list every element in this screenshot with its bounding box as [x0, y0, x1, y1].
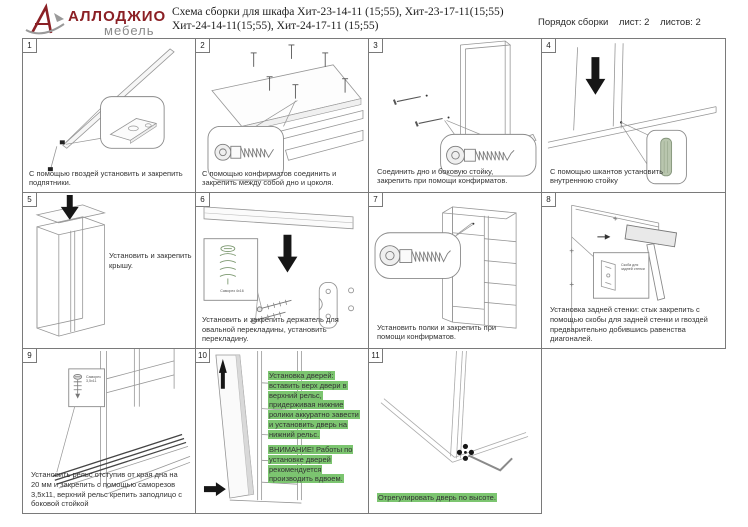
sheet-title	[172, 5, 532, 34]
step-panel-6	[195, 192, 369, 349]
step-number: 6	[195, 192, 210, 207]
step-caption: С помощью конфирматов соединить и закрепить между собой дно и цоколя.	[202, 168, 337, 188]
step-warning	[268, 445, 364, 484]
step-number: 3	[368, 38, 383, 53]
step-panel-4	[541, 38, 726, 193]
order-label: Порядок сборки	[538, 17, 609, 28]
step-number: 1	[22, 38, 37, 53]
step-caption	[377, 493, 521, 503]
arrow-right-icon	[204, 482, 226, 496]
bracket-label: Скоба для задней стенки	[621, 263, 645, 272]
step-number: 5	[22, 192, 37, 207]
hex-key-icon	[468, 455, 512, 470]
step-caption: С помощью гвоздей установить и закрепить подпятники.	[29, 168, 183, 188]
arrow-down-icon	[586, 57, 606, 95]
step-number: 10	[195, 348, 210, 363]
title-line2: Хит-24-14-11(15;55), Хит-24-17-11 (15;55)	[172, 20, 379, 33]
brand-subtitle: мебель	[104, 23, 155, 38]
oval-rail-icon	[204, 207, 353, 229]
step-caption: Установить и закрепить крышу.	[109, 251, 192, 270]
step-number: 2	[195, 38, 210, 53]
callout-box	[593, 253, 648, 299]
title-line1: Схема сборки для шкафа Хит-23-14-11 (15;55), Хит-23-17-11(15;55)	[172, 6, 504, 18]
step-panel-11	[368, 348, 542, 514]
door-install-text: Установка дверей: вставить верх двери в верхний рельс, придерживая нижние ролики аккуратно завести и установить дверь на нижний рельс.	[269, 371, 359, 439]
step-panel-3	[368, 38, 542, 193]
sheets-total: листов: 2	[660, 17, 701, 28]
step-caption	[268, 371, 364, 439]
step-panel-8	[541, 192, 726, 349]
nail-icon	[60, 140, 65, 144]
step-caption: Соединить дно и боковую стойку, закрепить при помощи конфирматов.	[377, 166, 508, 186]
step-number: 9	[22, 348, 37, 363]
brand-name: АЛЛОДЖИО	[68, 8, 167, 25]
step-number: 11	[368, 348, 383, 363]
step-number: 7	[368, 192, 383, 207]
step5-illustration	[23, 193, 195, 348]
step-panel-9	[22, 348, 196, 514]
step-number: 4	[541, 38, 556, 53]
step-panel-7	[368, 192, 542, 349]
brand-logo-icon	[24, 3, 66, 37]
screw-size-label: Саморез 4х16	[220, 289, 244, 293]
step-number: 8	[541, 192, 556, 207]
warning-text: ВНИМАНИЕ! Работы по установке дверей рекомендуется производить вдвоем.	[269, 445, 353, 484]
step-caption: Установка задней стенки: стык закрепить с помощью скобы для задней стенки и гвоздей предварительно добившись равенства диагоналей.	[550, 305, 708, 344]
screws-icon	[394, 95, 450, 127]
sheet-order-info	[538, 17, 709, 28]
step-caption: С помощью шкантов установить внутреннюю стойку	[550, 166, 663, 186]
sheet-number: лист: 2	[618, 17, 650, 28]
step-panel-1	[22, 38, 196, 193]
arrow-down-icon	[278, 235, 298, 273]
step-caption: Установить рельс отступив от края дна на 20 мм и закрепить с помощью саморезов 3,5х11, верхний рельс крепить заподлицо с боковой стойкой	[31, 470, 182, 509]
arrow-right-icon	[597, 235, 609, 239]
step-caption: Установить полки и закрепить при помощи конфирматов.	[377, 322, 497, 342]
step-panel-2	[195, 38, 369, 193]
adjust-door-text: Отрегулировать дверь по высоте.	[378, 493, 496, 503]
step-caption: Установить и закрепить держатель для овальной перекладины, установить перекладину.	[202, 314, 339, 344]
step-panel-5	[22, 192, 196, 349]
screw-size-label: Саморез 3,5х11	[86, 375, 101, 384]
step-panel-10	[195, 348, 369, 514]
height-adjuster-icon	[457, 444, 474, 461]
step11-illustration	[369, 349, 541, 513]
